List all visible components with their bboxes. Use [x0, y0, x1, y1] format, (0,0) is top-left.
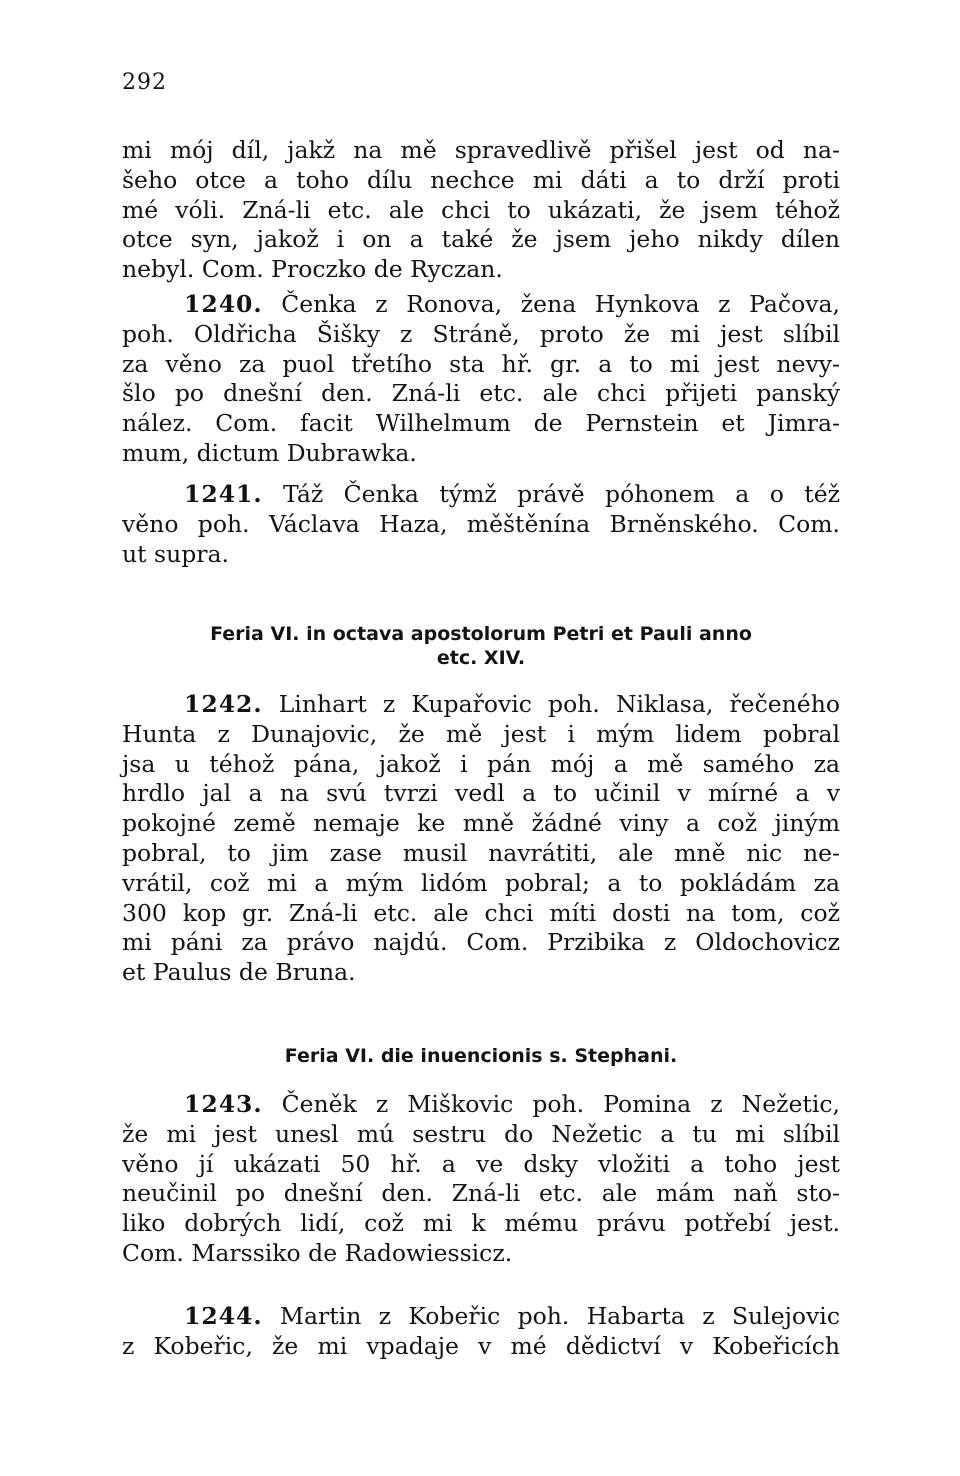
text-line: mi mój díl, jakž na mě spravedlivě přišel jest od na- — [122, 136, 840, 164]
text-line: liko dobrých lidí, což mi k mému právu potřebí jest. — [122, 1209, 840, 1238]
text-line: věno jí ukázati 50 hř. a ve dsky vložiti a toho jest — [122, 1149, 840, 1178]
entry-1243 — [122, 1090, 840, 1269]
entry-text: Martin z Kobeřic poh. Habarta z Sulejovic — [279, 1302, 840, 1330]
session-heading — [122, 1044, 840, 1068]
text-line — [122, 290, 840, 320]
entry-text: Čeněk z Miškovic poh. Pomina z Nežetic, — [281, 1090, 840, 1118]
text-line: hrdlo jal a na svú tvrzi vedl a to učinil v mírné a v — [122, 779, 840, 808]
session-heading — [122, 622, 840, 670]
text-line — [122, 690, 840, 720]
text-line: šlo po dnešní den. Zná-li etc. ale chci přijeti panský — [122, 379, 840, 408]
entry-1240 — [122, 290, 840, 469]
text-line: za věno za puol třetího sta hř. gr. a to mi jest nevy- — [122, 349, 840, 378]
text-line: Hunta z Dunajovic, že mě jest i mým lidem pobral — [122, 719, 840, 748]
entry-number: 1240. — [184, 290, 263, 318]
text-line — [122, 480, 840, 510]
entry-text: Linhart z Kupařovic poh. Niklasa, řečeného — [278, 690, 840, 718]
page-number: 292 — [122, 70, 167, 95]
text-line: mi páni za právo najdú. Com. Przibika z Oldochovicz — [122, 928, 840, 957]
text-line: mé vóli. Zná-li etc. ale chci to ukázati, že jsem téhož — [122, 195, 840, 224]
entry-number: 1242. — [184, 690, 263, 718]
heading-line: etc. XIV. — [436, 647, 526, 669]
text-line: ut supra. — [122, 539, 230, 568]
entry-1241 — [122, 480, 840, 569]
continuation-paragraph — [122, 136, 840, 285]
text-line: pokojné země nemaje ke mně žádné viny a což jiným — [122, 809, 840, 838]
text-line: Com. Marssiko de Radowiessicz. — [122, 1238, 513, 1267]
text-line: poh. Oldřicha Šišky z Stráně, proto že mi jest slíbil — [122, 319, 840, 348]
entry-text: Čenka z Ronova, žena Hynkova z Pačova, — [281, 290, 840, 318]
heading-line: Feria VI. die inuencionis s. Stephani. — [284, 1045, 678, 1067]
entry-1244 — [122, 1302, 840, 1362]
text-line: vrátil, což mi a mým lidóm pobral; a to pokládám za — [122, 868, 840, 897]
text-line: jsa u téhož pána, jakož i pán mój a mě samého za — [122, 749, 840, 778]
entry-1242 — [122, 690, 840, 988]
text-line — [122, 1090, 840, 1120]
text-line: šeho otce a toho dílu nechce mi dáti a to drží proti — [122, 165, 840, 194]
text-line: et Paulus de Bruna. — [122, 958, 356, 987]
text-line: mum, dictum Dubrawka. — [122, 438, 417, 467]
text-line: věno poh. Václava Haza, měštěnína Brněnského. Com. — [122, 509, 840, 538]
text-line: že mi jest unesl mú sestru do Nežetic a tu mi slíbil — [122, 1119, 840, 1148]
entry-number: 1243. — [184, 1090, 263, 1118]
entry-number: 1244. — [184, 1302, 263, 1330]
text-line: otce syn, jakož i on a také že jsem jeho nikdy dílen — [122, 225, 840, 254]
text-line — [122, 1302, 840, 1332]
text-line: nález. Com. facit Wilhelmum de Pernstein et Jimra- — [122, 409, 840, 438]
text-line: pobral, to jim zase musil navrátiti, ale mně nic ne- — [122, 838, 840, 867]
text-line: z Kobeřic, že mi vpadaje v mé dědictví v Kobeřicích — [122, 1331, 840, 1360]
entry-number: 1241. — [184, 480, 263, 508]
entry-text: Táž Čenka týmž právě póhonem a o též — [283, 480, 840, 508]
text-line: neučinil po dnešní den. Zná-li etc. ale mám naň sto- — [122, 1179, 840, 1208]
heading-line: Feria VI. in octava apostolorum Petri et Pauli anno — [210, 623, 752, 645]
text-line: 300 kop gr. Zná-li etc. ale chci míti dosti na tom, což — [122, 898, 840, 927]
text-line: nebyl. Com. Proczko de Ryczan. — [122, 255, 503, 284]
